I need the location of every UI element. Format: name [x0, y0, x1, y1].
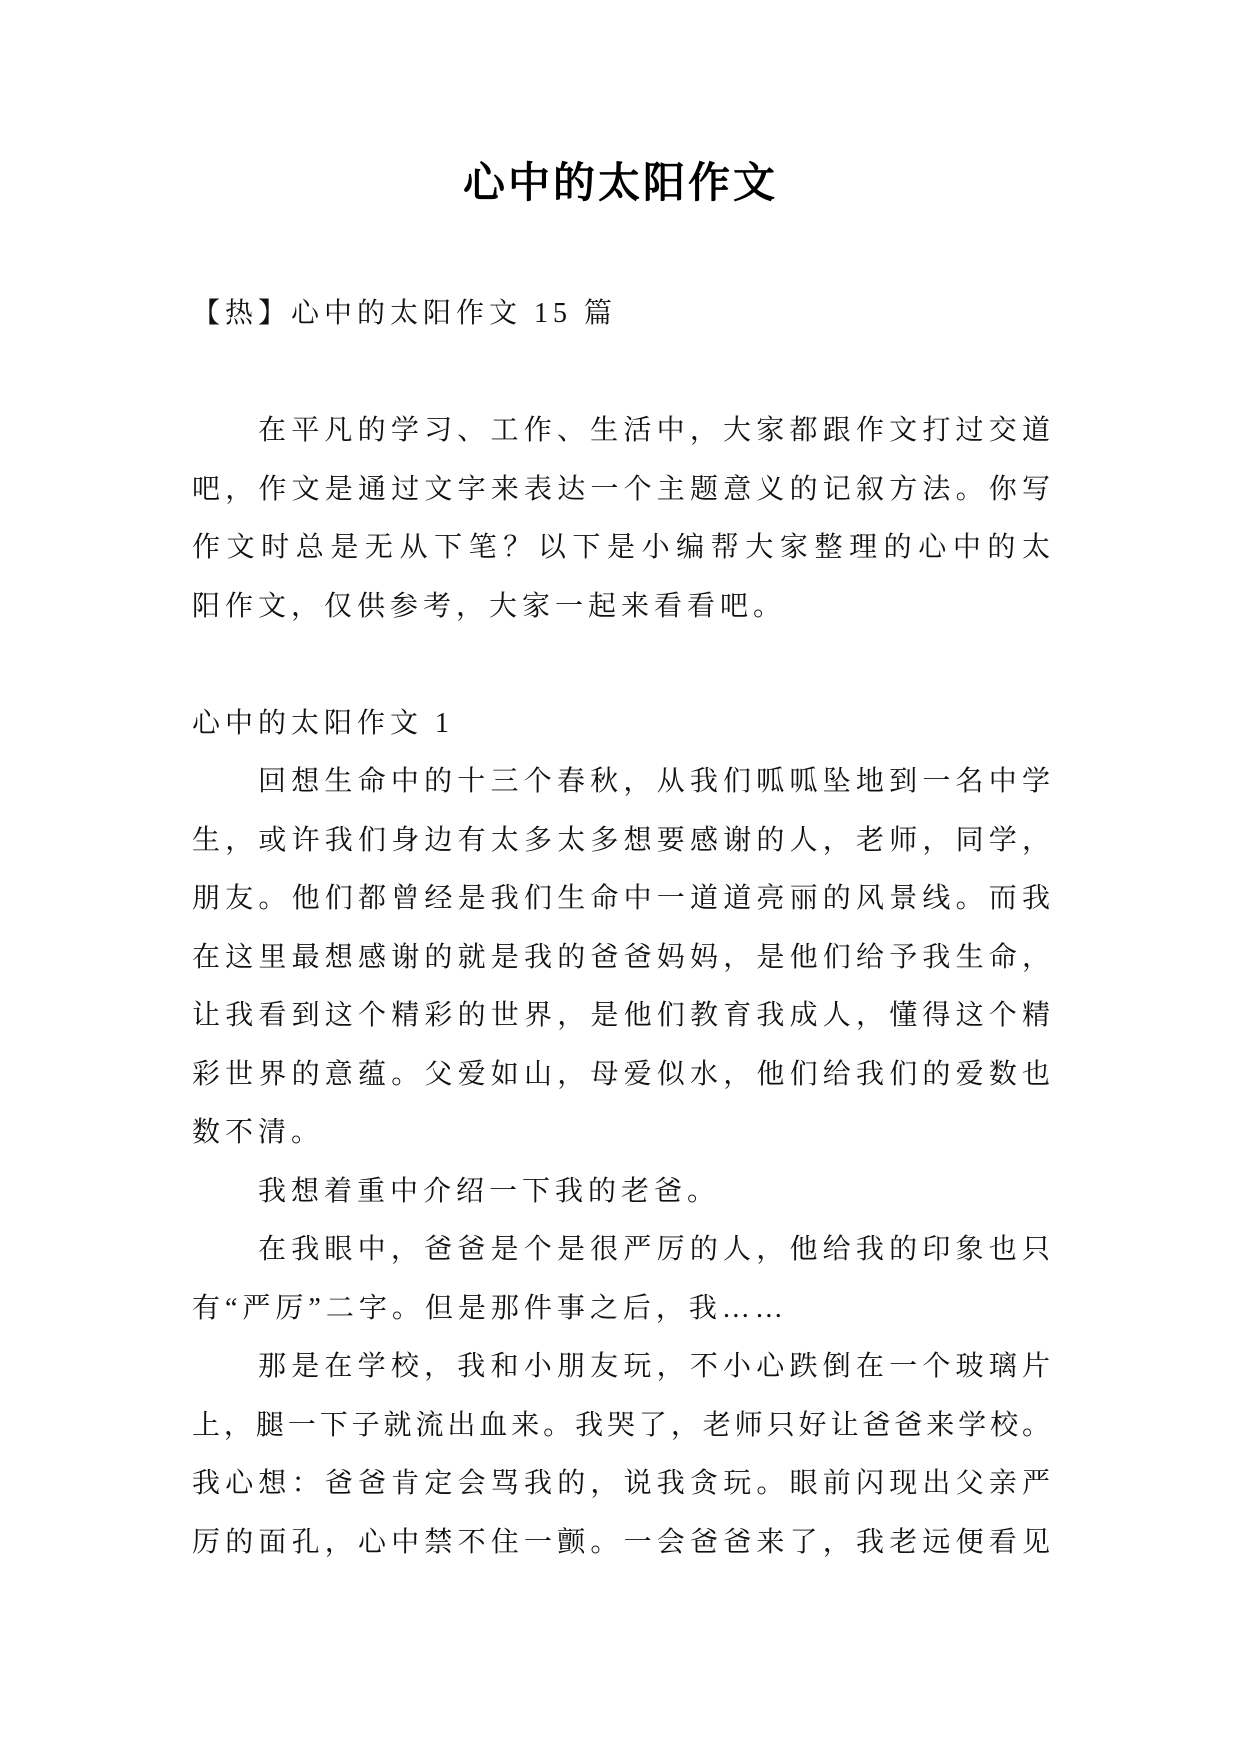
body-line: 回想生命中的十三个春秋，从我们呱呱坠地到一名中学 [258, 766, 1050, 797]
body-line: 厉的面孔，心中禁不住一颤。一会爸爸来了，我老远便看见 [192, 1526, 1050, 1558]
section-heading: 心中的太阳作文 1 [192, 707, 455, 739]
intro-line: 吧，作文是通过文字来表达一个主题意义的记叙方法。你写 [192, 473, 1050, 505]
body-line: 生，或许我们身边有太多太多想要感谢的人，老师，同学， [192, 824, 1050, 856]
body-line: 彩世界的意蕴。父爱如山，母爱似水，他们给我们的爱数也 [192, 1058, 1050, 1090]
body-line: 在这里最想感谢的就是我的爸爸妈妈，是他们给予我生命， [192, 941, 1050, 973]
body-line: 朋友。他们都曾经是我们生命中一道道亮丽的风景线。而我 [192, 883, 1050, 914]
body-line: 我心想：爸爸肯定会骂我的，说我贪玩。眼前闪现出父亲严 [192, 1468, 1050, 1499]
document-body [192, 285, 1050, 1572]
body-line: 那是在学校，我和小朋友玩，不小心跌倒在一个玻璃片 [258, 1351, 1050, 1382]
body-line: 有“严厉”二字。但是那件事之后，我…… [192, 1292, 788, 1324]
body-line: 数不清。 [192, 1117, 325, 1148]
subtitle: 【热】心中的太阳作文 15 篇 [192, 298, 618, 329]
body-line: 在我眼中，爸爸是个是很严厉的人，他给我的印象也只 [258, 1234, 1050, 1265]
body-paragraph [192, 1221, 1050, 1338]
body-line: 我想着重中介绍一下我的老爸。 [258, 1175, 721, 1207]
intro-paragraph [192, 402, 1050, 636]
body-paragraph [192, 1338, 1050, 1572]
intro-line: 在平凡的学习、工作、生活中，大家都跟作文打过交道 [258, 415, 1050, 446]
intro-line: 阳作文，仅供参考，大家一起来看看吧。 [192, 590, 787, 622]
intro-line: 作文时总是无从下笔？以下是小编帮大家整理的心中的太 [192, 532, 1050, 563]
document-title: 心中的太阳作文 [462, 161, 778, 207]
body-line: 上，腿一下子就流出血来。我哭了，老师只好让爸爸来学校。 [192, 1409, 1050, 1441]
blank-line [192, 636, 1050, 695]
blank-line [192, 344, 1050, 403]
body-paragraph [192, 1163, 1050, 1222]
body-paragraph [192, 753, 1050, 1163]
body-line: 让我看到这个精彩的世界，是他们教育我成人，懂得这个精 [192, 1000, 1050, 1031]
